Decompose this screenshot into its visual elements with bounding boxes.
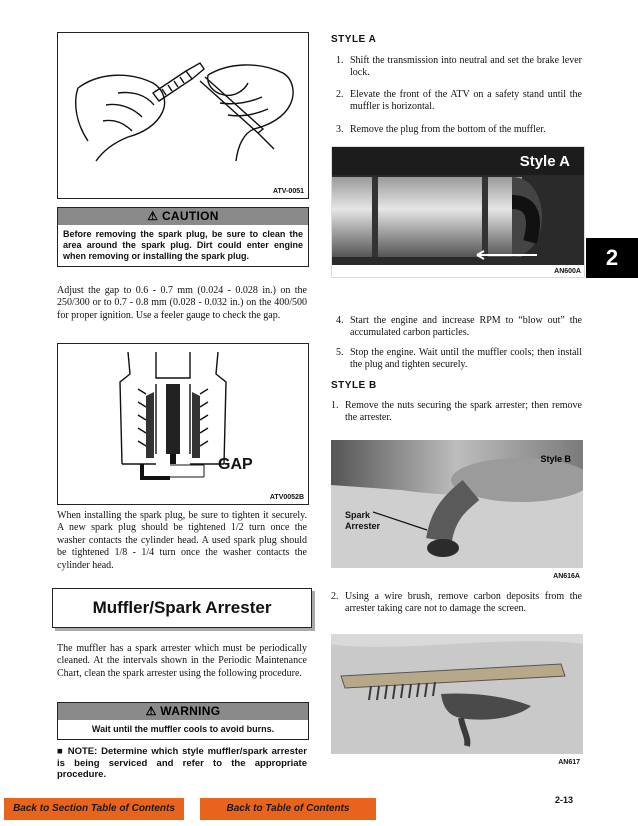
chapter-tab-number: 2	[605, 245, 619, 270]
note	[57, 746, 307, 781]
step-text: Remove the nuts securing the spark arrester; then remove the arrester.	[345, 400, 582, 423]
step-text: Shift the transmission into neutral and set the brake lever lock.	[350, 55, 582, 78]
figure-spark-plug-hands	[57, 32, 309, 199]
step-text: Start the engine and increase RPM to “blow out” the accumulated carbon particles.	[350, 315, 582, 338]
spark-plug-gap-diagram	[58, 344, 308, 494]
step-number: 2.	[336, 89, 344, 100]
gap-label: GAP	[218, 456, 253, 473]
style-a-heading: STYLE A	[331, 34, 377, 45]
style-a-step-1	[336, 55, 582, 79]
caution-text: Before removing the spark plug, be sure to clean the area around the spark plug. Dirt could enter engine when removing or installing the spark plug.	[63, 229, 303, 261]
step-number: 1.	[331, 400, 339, 411]
photo-overlay-label: Style A	[519, 153, 570, 170]
photo-overlay-label: Style B	[540, 454, 571, 464]
style-a-step-5	[336, 347, 582, 371]
photo-wire-brush-cleaning	[331, 634, 583, 770]
spark-plug-hands-illustration	[58, 33, 308, 183]
step-number: 4.	[336, 315, 344, 326]
muffler-paragraph: The muffler has a spark arrester which must be periodically cleaned. At the intervals shown in the Periodic Maintenance Chart, clean the spark arrester using the following procedure.	[57, 643, 307, 679]
callout-line-2: Arrester	[345, 521, 381, 531]
caution-box	[57, 207, 309, 267]
step-number: 1.	[336, 55, 344, 66]
chapter-tab	[586, 238, 638, 278]
note-text: NOTE: Determine which style muffler/spark arrester is being serviced and refer to the appropriate procedure.	[57, 746, 308, 780]
spark-arrester-callout	[345, 510, 380, 532]
step-number: 5.	[336, 347, 344, 358]
caution-title: ⚠ CAUTION	[58, 208, 308, 225]
back-to-toc-button[interactable]: Back to Table of Contents	[200, 798, 376, 820]
figure-label: AN617	[558, 759, 580, 766]
callout-line-1: Spark	[345, 510, 371, 520]
section-title: Muffler/Spark Arrester	[92, 598, 272, 617]
style-b-heading: STYLE B	[331, 380, 377, 391]
figure-label: ATV0052B	[269, 494, 304, 501]
note-bullet: ■	[57, 746, 64, 757]
step-text: Stop the engine. Wait until the muffler cools; then install the plug and tighten securely.	[350, 347, 582, 370]
warning-box	[57, 702, 309, 740]
photo-style-a-muffler	[331, 146, 585, 278]
step-text: Using a wire brush, remove carbon deposits from the arrester taking care not to damage the screen.	[345, 591, 582, 614]
warning-text: Wait until the muffler cools to avoid burns.	[91, 724, 275, 734]
step-text: Remove the plug from the bottom of the muffler.	[350, 124, 546, 135]
step-text: Elevate the front of the ATV on a safety stand until the muffler is horizontal.	[350, 89, 582, 112]
step-number: 2.	[331, 591, 339, 602]
step-number: 3.	[336, 124, 344, 135]
install-paragraph: When installing the spark plug, be sure to tighten it securely. A new spark plug should be tightened 1/2 turn once the washer contacts the cylinder head. A used spark plug should be tightened 1/8 - 1/4 turn once the washer contacts the cylinder head.	[57, 510, 307, 571]
warning-title: ⚠ WARNING	[58, 703, 308, 720]
gap-paragraph: Adjust the gap to 0.6 - 0.7 mm (0.024 - 0.028 in.) on the 250/300 or to 0.7 - 0.8 mm (0.028 - 0.032 in.) on the 400/500 for proper ignition. Use a feeler gauge to check the gap.	[57, 285, 307, 321]
style-a-step-3	[336, 124, 582, 136]
page-number: 2-13	[555, 795, 574, 805]
figure-spark-plug-gap	[57, 343, 309, 505]
figure-label: ATV-0051	[273, 188, 304, 195]
style-b-step-1	[331, 400, 582, 424]
figure-label: AN616A	[553, 573, 580, 580]
style-a-step-2	[336, 89, 582, 113]
photo-style-b-spark-arrester	[331, 440, 583, 582]
wire-brush-image	[331, 634, 583, 754]
style-b-step-2	[331, 591, 582, 615]
section-title-box	[52, 588, 312, 628]
style-a-step-4	[336, 315, 582, 339]
figure-label: AN600A	[554, 268, 581, 275]
back-to-section-toc-button[interactable]: Back to Section Table of Contents	[4, 798, 184, 820]
